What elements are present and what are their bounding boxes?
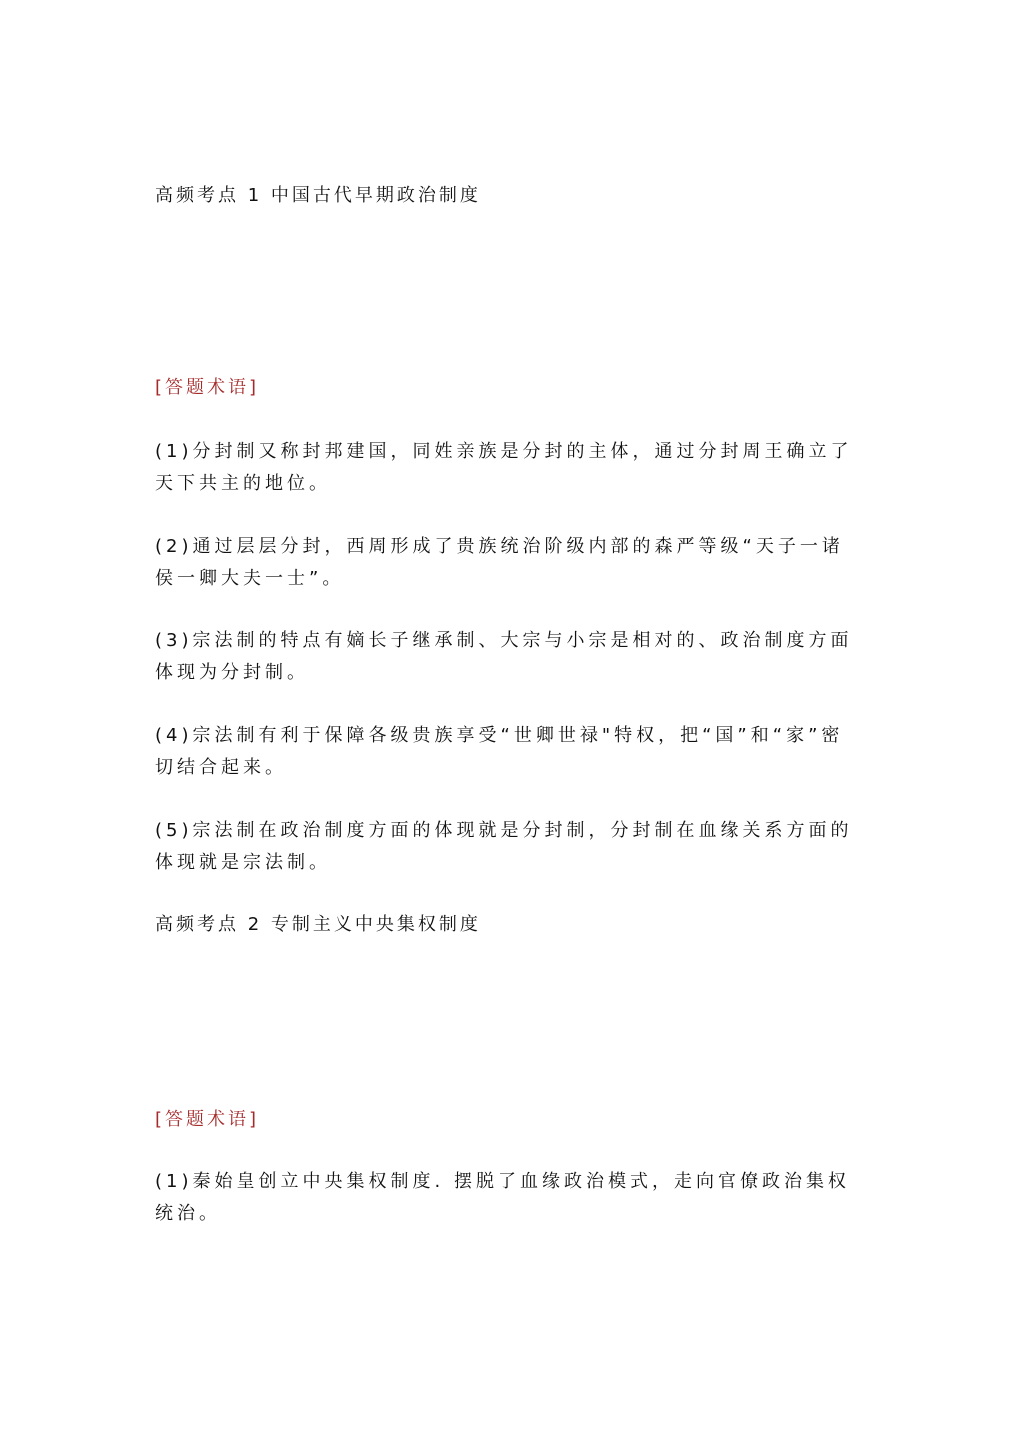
section-1-item-3: (3)宗法制的特点有嫡长子继承制、大宗与小宗是相对的、政治制度方面体现为分封制。 bbox=[155, 630, 853, 683]
section-1-item-1: (1)分封制又称封邦建国，同姓亲族是分封的主体，通过分封周王确立了天下共主的地位。 bbox=[155, 441, 853, 494]
section-1-item-2: (2)通过层层分封，西周形成了贵族统治阶级内部的森严等级“天子一诸侯一卿大夫一士”。 bbox=[155, 536, 844, 589]
section-2-heading: 高频考点 2 专制主义中央集权制度 bbox=[155, 914, 481, 935]
section-2-term-label: [答题术语] bbox=[155, 1109, 260, 1130]
section-2-item-1: (1)秦始皇创立中央集权制度. 摆脱了血缘政治模式，走向官僚政治集权统治。 bbox=[155, 1171, 850, 1224]
section-1-item-5: (5)宗法制在政治制度方面的体现就是分封制，分封制在血缘关系方面的体现就是宗法制。 bbox=[155, 820, 853, 873]
section-1-item-4: (4)宗法制有利于保障各级贵族享受“世卿世禄"特权，把“国”和“家”密切结合起来。 bbox=[155, 725, 844, 778]
section-1-term-label: [答题术语] bbox=[155, 377, 260, 398]
section-1-heading: 高频考点 1 中国古代早期政治制度 bbox=[155, 185, 481, 206]
